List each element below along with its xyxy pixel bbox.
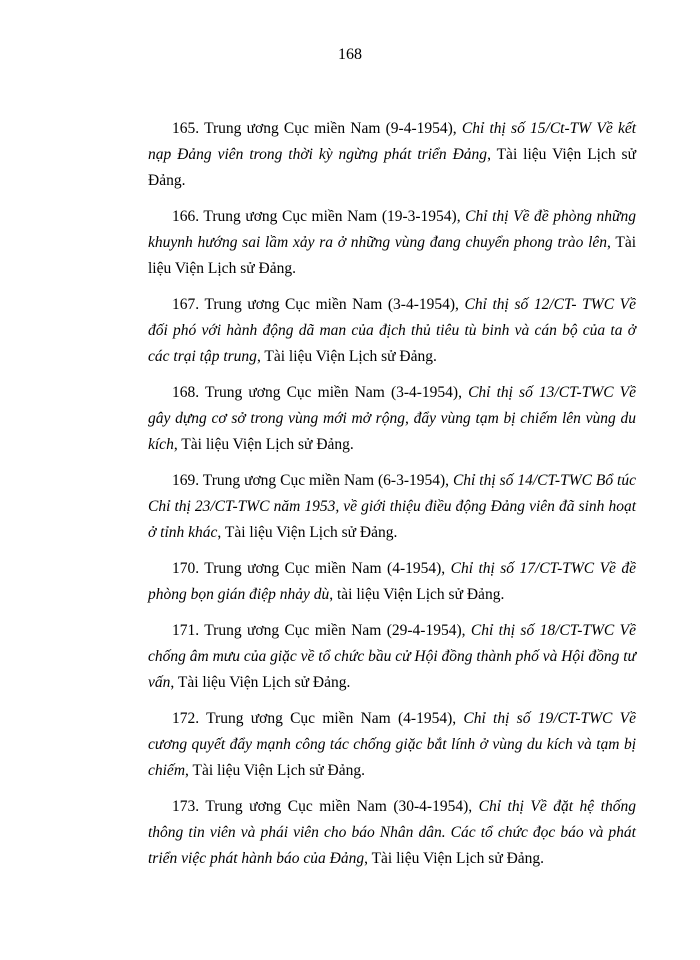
reference-list bbox=[116, 116, 636, 882]
reference-author: Trung ương Cục miền Nam (3-4-1954), bbox=[204, 296, 459, 313]
reference-number: 173. bbox=[172, 798, 200, 815]
reference-text bbox=[148, 618, 636, 696]
reference-item bbox=[116, 618, 636, 696]
reference-number: 171. bbox=[172, 622, 200, 639]
reference-author: Trung ương Cục miền Nam (4-1954), bbox=[204, 560, 446, 577]
reference-author: Trung ương Cục miền Nam (6-3-1954), bbox=[202, 472, 450, 489]
reference-title: Chỉ thị số 19/CT-TWC Về cương quyết đẩy mạnh công tác chống giặc bắt lính ở vùng du kích và tạm bị chiếm bbox=[148, 710, 636, 779]
reference-title: Chỉ thị số 14/CT-TWC Bổ túc Chỉ thị 23/CT-TWC năm 1953, về giới thiệu điều động Đảng viên đã sinh hoạt ở tỉnh khác bbox=[148, 472, 636, 541]
reference-title: Chỉ thị số 15/Ct-TW Về kết nạp Đảng viên trong thời kỳ ngừng phát triển Đảng bbox=[148, 120, 637, 163]
reference-source: , Tài liệu Viện Lịch sử Đảng. bbox=[148, 146, 636, 189]
reference-text bbox=[148, 794, 636, 872]
reference-title: Chỉ thị số 12/CT- TWC Về đối phó với hành động dã man của địch thủ tiêu tù binh và cán bộ của ta ở các trại tập trung bbox=[148, 296, 636, 365]
reference-source: , Tài liệu Viện Lịch sử Đảng. bbox=[173, 436, 354, 453]
reference-item bbox=[116, 468, 636, 546]
reference-number: 172. bbox=[172, 710, 200, 727]
reference-author: Trung ương Cục miền Nam (3-4-1954), bbox=[204, 384, 462, 401]
reference-source: , Tài liệu Viện Lịch sử Đảng. bbox=[148, 234, 637, 277]
reference-text bbox=[148, 556, 636, 608]
reference-number: 166. bbox=[172, 208, 200, 225]
reference-source: , Tài liệu Viện Lịch sử Đảng. bbox=[364, 850, 545, 867]
reference-title: Chỉ thị số 17/CT-TWC Về đề phòng bọn gián điệp nhảy dù bbox=[148, 560, 636, 603]
reference-source: , tài liệu Viện Lịch sử Đảng. bbox=[329, 586, 505, 603]
reference-title: Chỉ thị Về đặt hệ thống thông tin viên và phái viên cho báo Nhân dân. Các tổ chức đọc báo và phát triển việc phát hành báo của Đảng bbox=[148, 798, 636, 867]
reference-item bbox=[116, 556, 636, 608]
reference-number: 168. bbox=[172, 384, 200, 401]
reference-number: 169. bbox=[172, 472, 200, 489]
reference-title: Chỉ thị số 13/CT-TWC Về gây dựng cơ sở trong vùng mới mở rộng, đẩy vùng tạm bị chiếm lên vùng du kích bbox=[148, 384, 637, 453]
reference-item bbox=[116, 204, 636, 282]
reference-source: , Tài liệu Viện Lịch sử Đảng. bbox=[170, 674, 351, 691]
reference-text bbox=[148, 468, 636, 546]
reference-author: Trung ương Cục miền Nam (4-1954), bbox=[206, 710, 457, 727]
reference-text bbox=[148, 706, 636, 784]
reference-source: , Tài liệu Viện Lịch sử Đảng. bbox=[217, 524, 398, 541]
reference-title: Chỉ thị số 18/CT-TWC Về chống âm mưu của giặc về tổ chức bầu cử Hội đồng thành phố và Hội đồng tư vấn bbox=[148, 622, 636, 691]
reference-source: , Tài liệu Viện Lịch sử Đảng. bbox=[185, 762, 365, 779]
reference-author: Trung ương Cục miền Nam (29-4-1954), bbox=[204, 622, 466, 639]
reference-item bbox=[116, 292, 636, 370]
reference-author: Trung ương Cục miền Nam (9-4-1954), bbox=[204, 120, 457, 137]
reference-number: 167. bbox=[172, 296, 200, 313]
reference-author: Trung ương Cục miền Nam (30-4-1954), bbox=[205, 798, 473, 815]
reference-number: 170. bbox=[172, 560, 200, 577]
reference-text bbox=[148, 204, 636, 282]
reference-author: Trung ương Cục miền Nam (19-3-1954), bbox=[203, 208, 461, 225]
reference-number: 165. bbox=[172, 120, 200, 137]
reference-item bbox=[116, 116, 636, 194]
reference-text bbox=[148, 380, 636, 458]
reference-item bbox=[116, 794, 636, 872]
reference-source: , Tài liệu Viện Lịch sử Đảng. bbox=[256, 348, 437, 365]
reference-text bbox=[148, 116, 636, 194]
reference-item bbox=[116, 706, 636, 784]
reference-text bbox=[148, 292, 636, 370]
page-number: 168 bbox=[338, 46, 362, 63]
reference-item bbox=[116, 380, 636, 458]
reference-title: Chỉ thị Về đề phòng những khuynh hướng sai lầm xảy ra ở những vùng đang chuyển phong trào lên bbox=[148, 208, 636, 251]
